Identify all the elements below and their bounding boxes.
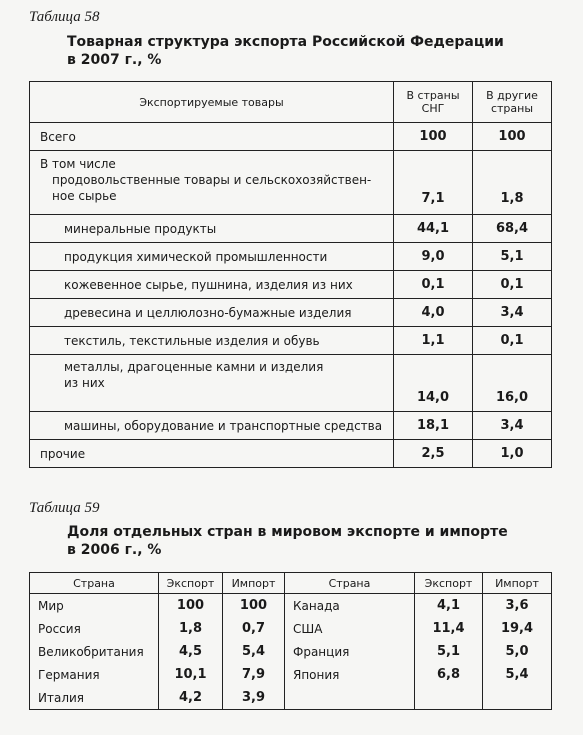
table59-caption: Таблица 59 (29, 500, 100, 516)
header-goods: Экспортируемые товары (30, 82, 394, 123)
row-label-wood: древесина и целлюлозно-бумажные изделия (30, 299, 394, 327)
export-value: 6,8 (415, 663, 483, 686)
header-other-line2: страны (490, 102, 534, 115)
metals-label-line2: из них (64, 376, 105, 390)
header-import-left: Импорт (223, 573, 285, 594)
row-label-textile: текстиль, текстильные изделия и обувь (30, 327, 394, 355)
other-value: 3,4 (473, 412, 552, 440)
metals-label-line1: металлы, драгоценные камни и изделия (64, 360, 324, 374)
country-name: Германия (30, 663, 159, 686)
import-value: 3,6 (483, 594, 552, 618)
cis-value: 2,5 (394, 440, 473, 468)
table-row (30, 440, 552, 468)
row-label-food (30, 151, 394, 215)
export-value: 1,8 (159, 617, 223, 640)
table-row (30, 355, 552, 412)
header-cis (394, 82, 473, 123)
cis-value: 0,1 (394, 271, 473, 299)
other-value: 3,4 (473, 299, 552, 327)
country-name: Италия (30, 686, 159, 710)
country-name: Франция (285, 640, 415, 663)
row-label-chemical: продукция химической промышленности (30, 243, 394, 271)
table58-title (67, 33, 504, 69)
header-country-right: Страна (285, 573, 415, 594)
export-value: 10,1 (159, 663, 223, 686)
header-import-right: Импорт (483, 573, 552, 594)
country-name: Мир (30, 594, 159, 618)
import-value: 100 (223, 594, 285, 618)
other-value: 68,4 (473, 215, 552, 243)
row-label-mineral: минеральные продукты (30, 215, 394, 243)
export-value: 5,1 (415, 640, 483, 663)
export-value (415, 686, 483, 710)
table-row (30, 594, 552, 618)
table-row (30, 327, 552, 355)
country-name: Канада (285, 594, 415, 618)
cis-value: 1,1 (394, 327, 473, 355)
table-row (30, 617, 552, 640)
header-cis-line1: В страны (406, 89, 460, 102)
table-row (30, 299, 552, 327)
header-cis-line2: СНГ (421, 102, 445, 115)
export-value: 11,4 (415, 617, 483, 640)
table-row (30, 123, 552, 151)
header-export-left: Экспорт (159, 573, 223, 594)
other-value: 0,1 (473, 327, 552, 355)
table-row (30, 663, 552, 686)
table59-header-row (30, 573, 552, 594)
import-value: 5,4 (223, 640, 285, 663)
export-value: 4,1 (415, 594, 483, 618)
other-value: 1,8 (473, 151, 552, 215)
table58-title-line2: в 2007 г., % (67, 52, 162, 68)
country-name: Великобритания (30, 640, 159, 663)
other-value: 0,1 (473, 271, 552, 299)
import-value: 5,4 (483, 663, 552, 686)
cis-value: 4,0 (394, 299, 473, 327)
table-row (30, 243, 552, 271)
table-row (30, 215, 552, 243)
country-name (285, 686, 415, 710)
import-value: 7,9 (223, 663, 285, 686)
header-country-left: Страна (30, 573, 159, 594)
import-value (483, 686, 552, 710)
including-label: В том числе (40, 157, 116, 171)
table58-header-row (30, 82, 552, 123)
header-export-right: Экспорт (415, 573, 483, 594)
cis-value: 9,0 (394, 243, 473, 271)
food-label-line2: ное сырье (52, 189, 117, 203)
table59-title-line1: Доля отдельных стран в мировом экспорте и импорте (67, 524, 508, 540)
table59-title (67, 523, 508, 559)
country-name: США (285, 617, 415, 640)
table58-title-line1: Товарная структура экспорта Российской Федерации (67, 34, 504, 50)
row-label-leather: кожевенное сырье, пушнина, изделия из них (30, 271, 394, 299)
other-value: 16,0 (473, 355, 552, 412)
table-row (30, 640, 552, 663)
cis-value: 18,1 (394, 412, 473, 440)
world-trade-share-table (29, 572, 552, 710)
import-value: 3,9 (223, 686, 285, 710)
export-structure-table (29, 81, 552, 468)
other-value: 100 (473, 123, 552, 151)
cis-value: 14,0 (394, 355, 473, 412)
export-value: 4,2 (159, 686, 223, 710)
export-value: 100 (159, 594, 223, 618)
import-value: 5,0 (483, 640, 552, 663)
table58-caption: Таблица 58 (29, 9, 100, 25)
export-value: 4,5 (159, 640, 223, 663)
table59-title-line2: в 2006 г., % (67, 542, 162, 558)
other-value: 5,1 (473, 243, 552, 271)
header-other-line1: В другие (486, 89, 538, 102)
row-label-total: Всего (30, 123, 394, 151)
table-row (30, 686, 552, 710)
import-value: 0,7 (223, 617, 285, 640)
import-value: 19,4 (483, 617, 552, 640)
table-row (30, 412, 552, 440)
other-value: 1,0 (473, 440, 552, 468)
cis-value: 7,1 (394, 151, 473, 215)
row-label-metals (30, 355, 394, 412)
table-row (30, 151, 552, 215)
country-name: Россия (30, 617, 159, 640)
row-label-other: прочие (30, 440, 394, 468)
cis-value: 100 (394, 123, 473, 151)
row-label-machinery: машины, оборудование и транспортные средства (30, 412, 394, 440)
food-label-line1: продовольственные товары и сельскохозяйствен- (52, 173, 372, 187)
cis-value: 44,1 (394, 215, 473, 243)
country-name: Япония (285, 663, 415, 686)
header-other (473, 82, 552, 123)
table-row (30, 271, 552, 299)
